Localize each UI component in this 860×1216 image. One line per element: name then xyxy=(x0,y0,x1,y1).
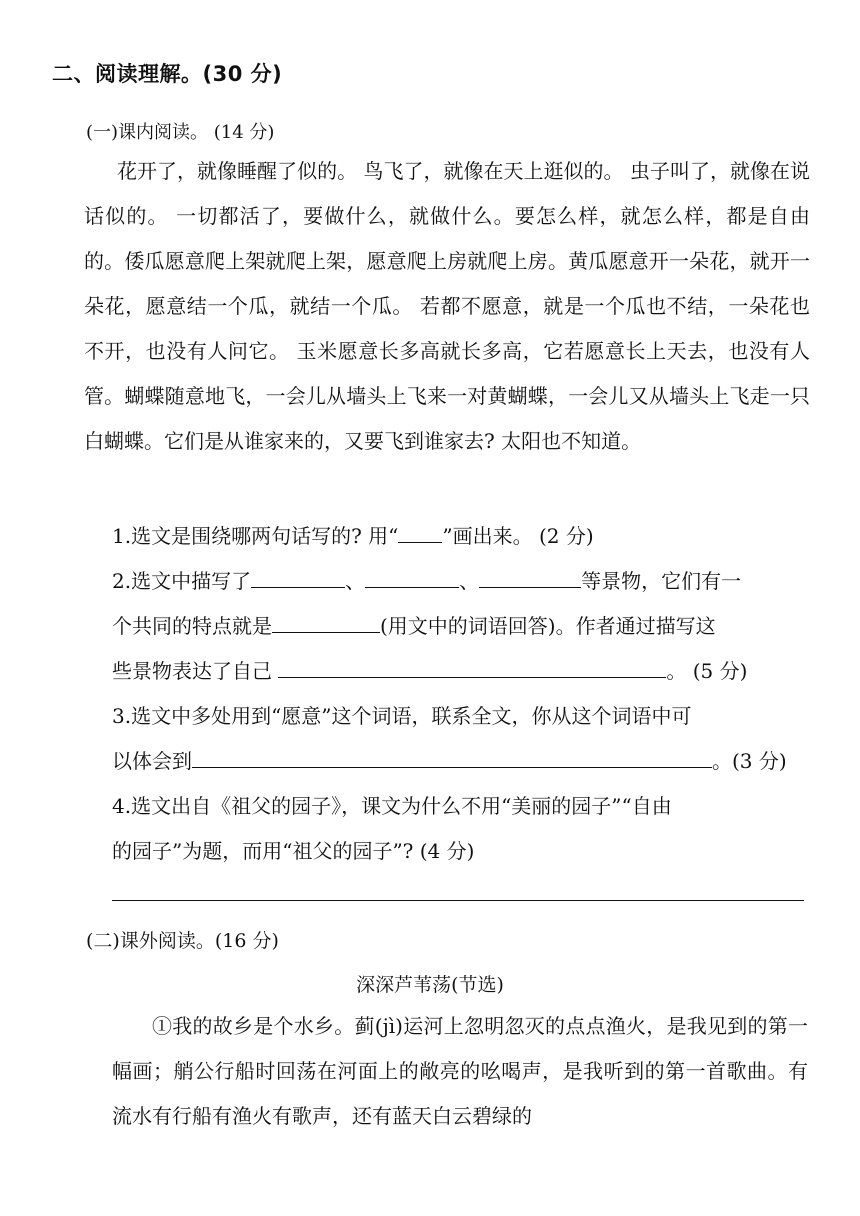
question-2-text-b: 等景物，它们有一 xyxy=(581,569,742,593)
question-3-line-2 xyxy=(112,745,787,774)
question-2-text-f: 。 (5 分) xyxy=(666,659,748,683)
question-3-text-a: 以体会到 xyxy=(112,749,192,773)
question-1 xyxy=(112,520,594,549)
part1-passage: 花开了，就像睡醒了似的。 鸟飞了，就像在天上逛似的。 虫子叫了，就像在说话似的。 一切都活了，要做什么，就做什么。要怎么样，就怎么样，都是自由的。倭瓜愿意爬上架就爬上架，愿意爬上房就爬上房。黄瓜愿意开一朵花，就开一朵花，愿意结一个瓜，就结一个瓜。 若都不愿意，就是一个瓜也不结，一朵花也不开，也没有人问它。 玉米愿意长多高就长多高，它若愿意长上天去，也没有人管。蝴蝶随意地飞，一会儿从墙头上飞来一对黄蝴蝶，一会儿又从墙头上飞走一只白蝴蝶。它们是从谁家来的，又要飞到谁家去? 太阳也不知道。 xyxy=(84,159,810,453)
question-3-line-1: 3.选文中多处用到“愿意”这个词语，联系全文，你从这个词语中可 xyxy=(112,704,692,728)
question-4-answer-line[interactable] xyxy=(112,900,804,901)
question-1-blank[interactable] xyxy=(398,520,442,543)
part2-title: (二)课外阅读。(16 分) xyxy=(86,930,279,952)
question-4-line-2: 的园子”为题，而用“祖父的园子”? (4 分) xyxy=(112,839,475,863)
question-1-text-a: 1.选文是围绕哪两句话写的? 用“ xyxy=(112,524,399,548)
section-title: 二、阅读理解。(30 分) xyxy=(52,62,283,86)
question-3-text-b: 。(3 分) xyxy=(712,749,787,773)
question-2-blank-2[interactable] xyxy=(365,565,459,588)
question-2-separator-2: 、 xyxy=(459,569,480,593)
question-2-blank-5[interactable] xyxy=(278,655,666,678)
question-2-text-c: 个共同的特点就是 xyxy=(112,614,272,638)
question-2-blank-1[interactable] xyxy=(251,565,345,588)
question-3-blank[interactable] xyxy=(192,745,712,768)
article-paragraph-1: ①我的故乡是个水乡。蓟(jì)运河上忽明忽灭的点点渔火，是我见到的第一幅画；艄公行船时回荡在河面上的敞亮的吆喝声，是我听到的第一首歌曲。有流水有行船有渔火有歌声，还有蓝天白云碧绿的 xyxy=(112,1014,808,1128)
question-2-blank-4[interactable] xyxy=(272,610,380,633)
article-title: 深深芦苇荡(节选) xyxy=(356,974,504,996)
question-2-text-e: 些景物表达了自己 xyxy=(112,659,279,683)
question-2-blank-3[interactable] xyxy=(479,565,581,588)
question-2-line-3 xyxy=(112,655,747,684)
question-2-text-d: (用文中的词语回答)。作者通过描写这 xyxy=(380,614,716,638)
question-2-line-1 xyxy=(112,565,741,594)
question-4-line-1: 4.选文出自《祖父的园子》，课文为什么不用“美丽的园子”“自由 xyxy=(112,794,672,818)
question-2-line-2 xyxy=(112,610,716,639)
question-1-text-b: ”画出来。 (2 分) xyxy=(442,524,594,548)
question-2-text-a: 2.选文中描写了 xyxy=(112,569,252,593)
question-2-separator-1: 、 xyxy=(345,569,366,593)
part1-title: (一)课内阅读。 (14 分) xyxy=(86,122,275,143)
